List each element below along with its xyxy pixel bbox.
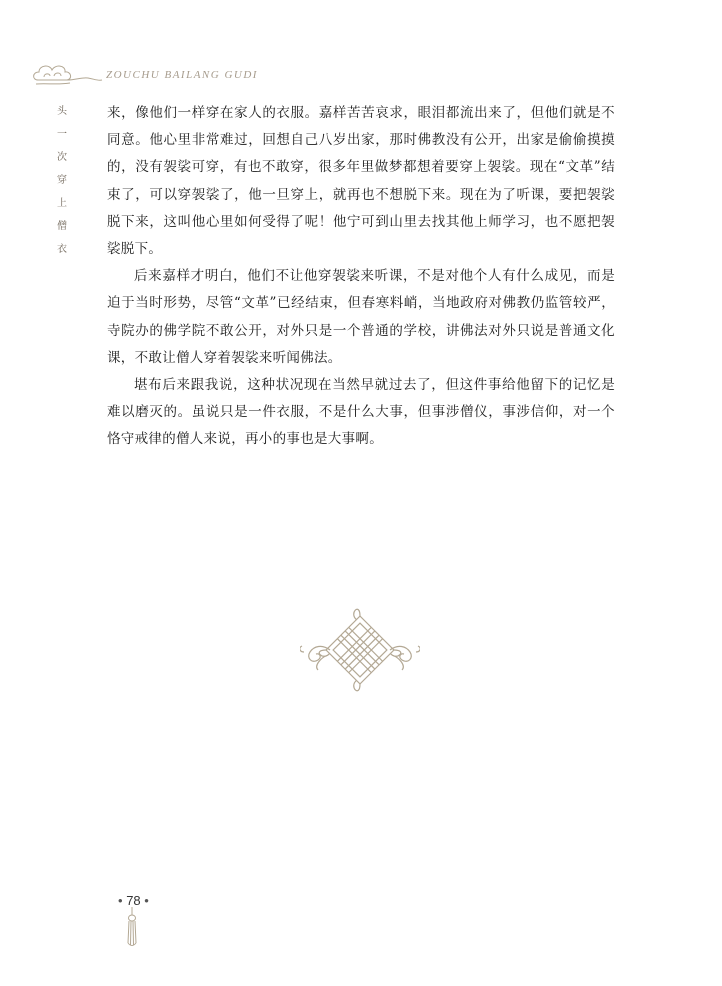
paragraph: 堪布后来跟我说，这种状况现在当然早就过去了，但这件事给他留下的记忆是难以磨灭的。虽说只是一件衣服，不是什么大事，但事涉僧仪，事涉信仰，对一个恪守戒律的僧人来说，再小的事也是大事啊。 [107,377,615,448]
paragraph: 来，像他们一样穿在家人的衣服。嘉样苦苦哀求，眼泪都流出来了，但他们就是不同意。他心里非常难过，回想自己八岁出家，那时佛教没有公开，出家是偷偷摸摸的，没有袈裟可穿，有也不敢穿，很多年里做梦都想着要穿上袈裟。现在“文革”结束了，可以穿袈裟了，他一旦穿上，就再也不想脱下来。现在为了听课，要把袈裟脱下来，这叫他心里如何受得了呢！他宁可到山里去找其他上师学习，也不愿把袈裟脱下。 [107,105,615,258]
side-label-char: 上 [57,198,67,209]
side-label-char: 头 [57,106,67,117]
running-title: ZOUCHU BAILANG GUDI [106,69,258,81]
tassel-ornament-icon [124,907,140,949]
side-label-char: 僧 [57,221,67,232]
auspicious-cloud-icon [30,60,104,90]
running-header [30,60,330,90]
side-label-char: 穿 [57,175,67,186]
paragraph: 后来嘉样才明白，他们不让他穿袈裟来听课，不是对他个人有什么成见，而是迫于当时形势，尽管“文革”已经结束，但春寒料峭，当地政府对佛教仍监管较严，寺院办的佛学院不敢公开，对外只是一个普通的学校，讲佛法对外只说是普通文化课，不敢让僧人穿着袈裟来听闻佛法。 [107,268,615,366]
body-text [107,100,615,454]
page-number-value: 78 [126,893,141,908]
endless-knot-ornament-icon [300,608,420,692]
side-label-char: 衣 [57,244,67,255]
page-number: • 78 • [118,893,149,908]
side-label-char: 次 [57,152,67,163]
side-label-char: 一 [57,129,67,140]
chapter-side-label [54,100,70,261]
